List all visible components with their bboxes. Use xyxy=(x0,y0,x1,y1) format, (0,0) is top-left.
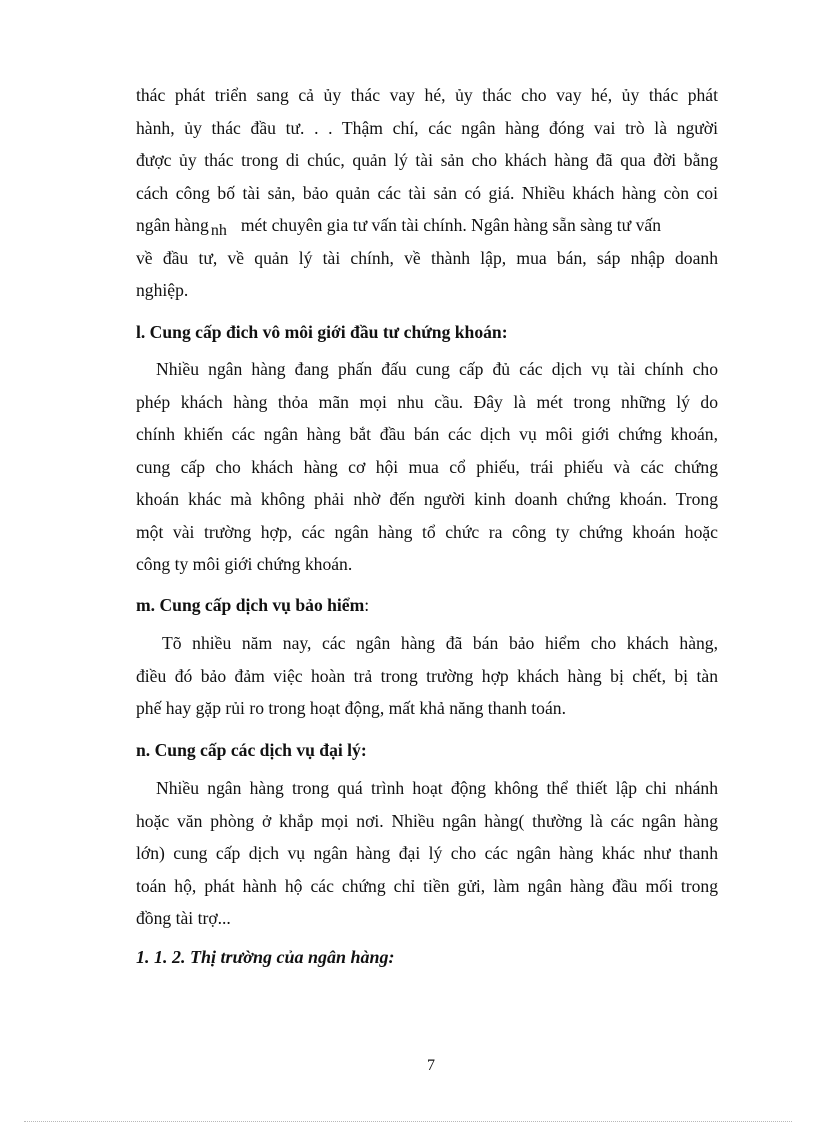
heading-colon: : xyxy=(364,595,370,615)
paragraph-line: Tõ nhiều năm nay, các ngân hàng đã bán bảo hiểm cho khách hàng, xyxy=(162,633,718,653)
paragraph-line: khoán khác mà không phải nhờ đến người kinh doanh chứng khoán. Trong xyxy=(136,489,718,509)
text-fragment: mét chuyên gia tư vấn tài chính. Ngân hàng sẵn sàng tư vấn xyxy=(240,215,662,235)
section-heading-m xyxy=(136,593,369,617)
paragraph-line: Nhiều ngân hàng trong quá trình hoạt động không thể thiết lập chi nhánh xyxy=(156,778,718,798)
paragraph-line: hành, ủy thác đầu tư. . . Thậm chí, các ngân hàng đóng vai trò là người xyxy=(136,117,718,138)
section-n-paragraph xyxy=(136,772,718,935)
paragraph-line: toán hộ, phát hành hộ các chứng chỉ tiền gửi, làm ngân hàng đầu mối trong xyxy=(136,875,718,896)
page-number: 7 xyxy=(427,1057,435,1074)
paragraph-line xyxy=(136,209,718,242)
paragraph-line: công ty môi giới chứng khoán. xyxy=(136,554,353,574)
paragraph-line: hoặc văn phòng ở khắp mọi nơi. Nhiều ngân hàng( thường là các ngân hàng xyxy=(136,810,718,831)
paragraph-line: về đầu tư, về quản lý tài chính, về thành lập, mua bán, sáp nhập doanh xyxy=(136,247,718,268)
intro-paragraph xyxy=(136,79,718,307)
paragraph-line: thác phát triển sang cả ủy thác vay hé, ủy thác cho vay hé, ủy thác phát xyxy=(136,85,718,105)
paragraph-line: được ủy thác trong di chúc, quản lý tài sản cho khách hàng đã qua đời bằng xyxy=(136,150,718,170)
paragraph-line: Nhiều ngân hàng đang phấn đấu cung cấp đủ các dịch vụ tài chính cho xyxy=(156,359,718,379)
section-heading-l: l. Cung cấp đich vô môi giới đầu tư chứng khoán: xyxy=(136,322,508,342)
subsection-heading: 1. 1. 2. Thị trường của ngân hàng: xyxy=(136,947,395,967)
heading-text: m. Cung cấp dịch vụ bảo hiểm xyxy=(136,595,365,615)
paragraph-line: lớn) cung cấp dịch vụ ngân hàng đại lý cho các ngân hàng khác như thanh xyxy=(136,843,718,863)
text-fragment: ngân hàng xyxy=(136,215,209,235)
paragraph-line: đồng tài trợ... xyxy=(136,908,231,928)
paragraph-line: chính khiến các ngân hàng bắt đầu bán các dịch vụ môi giới chứng khoán, xyxy=(136,424,718,444)
paragraph-line: phế hay gặp rủi ro trong hoạt động, mất khả năng thanh toán. xyxy=(136,698,566,718)
paragraph-line: phép khách hàng thỏa mãn mọi nhu cầu. Đây là mét trong những lý do xyxy=(136,391,718,412)
section-l-paragraph xyxy=(136,353,718,581)
section-m-paragraph xyxy=(136,627,718,725)
paragraph-line: điều đó bảo đảm việc hoàn trả trong trường hợp khách hàng bị chết, bị tàn xyxy=(136,665,718,686)
page-bottom-rule xyxy=(24,1121,792,1122)
paragraph-line: cung cấp cho khách hàng cơ hội mua cổ phiếu, trái phiếu và các chứng xyxy=(136,456,718,477)
subscript-fragment: nh xyxy=(210,222,227,239)
paragraph-line: cách công bố tài sản, bảo quản các tài sản có giá. Nhiều khách hàng còn coi xyxy=(136,182,718,203)
paragraph-line: nghiệp. xyxy=(136,280,189,300)
paragraph-line: một vài trường hợp, các ngân hàng tổ chức ra công ty chứng khoán hoặc xyxy=(136,521,718,542)
section-heading-n: n. Cung cấp các dịch vụ đại lý: xyxy=(136,740,367,760)
